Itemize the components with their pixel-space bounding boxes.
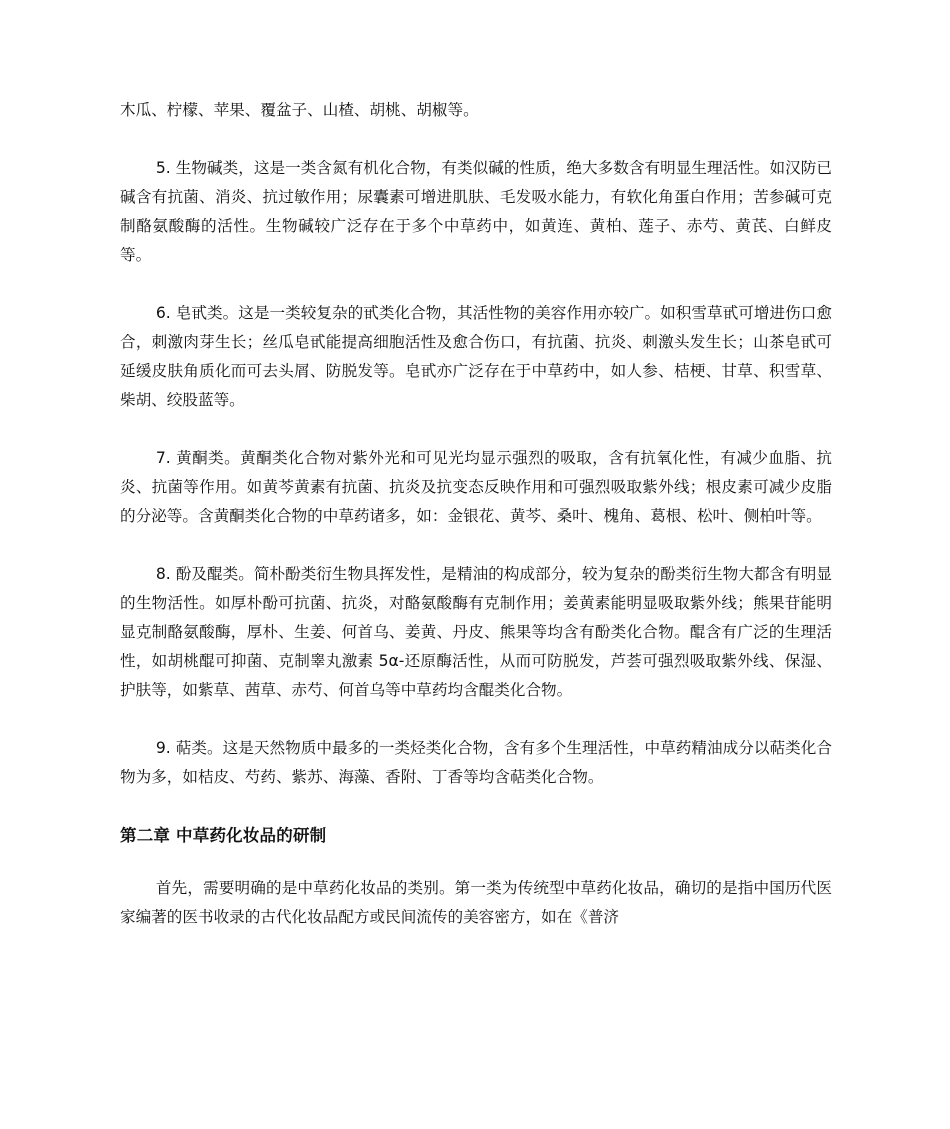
paragraph-phenols-quinones: 8. 酚及醌类。简朴酚类衍生物具挥发性，是精油的构成部分，较为复杂的酚类衍生物大都含有明显的生物活性。如厚朴酚可抗菌、抗炎，对酪氨酸酶有克制作用；姜黄素能明显吸取紫外线；熊果苷能明显克制酪氨酸酶，厚朴、生姜、何首乌、姜黄、丹皮、熊果等均含有酚类化合物。醌含有广泛的生理活性，如胡桃醌可抑菌、克制睾丸激素 5α-还原酶活性，从而可防脱发，芦荟可强烈吸取紫外线、保湿、护肤等，如紫草、茜草、赤芍、何首乌等中草药均含醌类化合物。	[120, 565, 832, 699]
document-page	[120, 96, 832, 961]
paragraph-intro: 首先，需要明确的是中草药化妆品的类别。第一类为传统型中草药化妆品，确切的是指中国历代医家编著的医书收录的古代化妆品配方或民间流传的美容密方，如在《普济	[120, 879, 832, 926]
paragraph-terpenes: 9. 萜类。这是天然物质中最多的一类烃类化合物，含有多个生理活性，中草药精油成分以萜类化合物为多，如桔皮、芍药、紫苏、海藻、香附、丁香等均含萜类化合物。	[120, 739, 832, 786]
paragraph-saponins: 6. 皂甙类。这是一类较复杂的甙类化合物，其活性物的美容作用亦较广。如积雪草甙可增进伤口愈合，刺激肉芽生长；丝瓜皂甙能提高细胞活性及愈合伤口，有抗菌、抗炎、刺激头发生长；山茶皂甙可延缓皮肤角质化而可去头屑、防脱发等。皂甙亦广泛存在于中草药中，如人参、桔梗、甘草、积雪草、柴胡、绞股蓝等。	[120, 304, 832, 409]
paragraph-continuation: 木瓜、柠檬、苹果、覆盆子、山楂、胡桃、胡椒等。	[120, 101, 479, 119]
paragraph-flavonoids: 7. 黄酮类。黄酮类化合物对紫外光和可见光均显示强烈的吸取，含有抗氧化性，有减少血脂、抗炎、抗菌等作用。如黄芩黄素有抗菌、抗炎及抗变态反映作用和可强烈吸取紫外线；根皮素可减少皮脂的分泌等。含黄酮类化合物的中草药诸多，如：金银花、黄芩、桑叶、槐角、葛根、松叶、侧柏叶等。	[120, 449, 832, 525]
chapter-heading: 第二章 中草药化妆品的研制	[120, 826, 327, 845]
paragraph-alkaloids: 5. 生物碱类，这是一类含氮有机化合物，有类似碱的性质，绝大多数含有明显生理活性。如汉防已碱含有抗菌、消炎、抗过敏作用；尿囊素可增进肌肤、毛发吸水能力，有软化角蛋白作用；苦参碱可克制酪氨酸酶的活性。生物碱较广泛存在于多个中草药中，如黄连、黄柏、莲子、赤芍、黄芪、白鲜皮等。	[120, 159, 832, 264]
